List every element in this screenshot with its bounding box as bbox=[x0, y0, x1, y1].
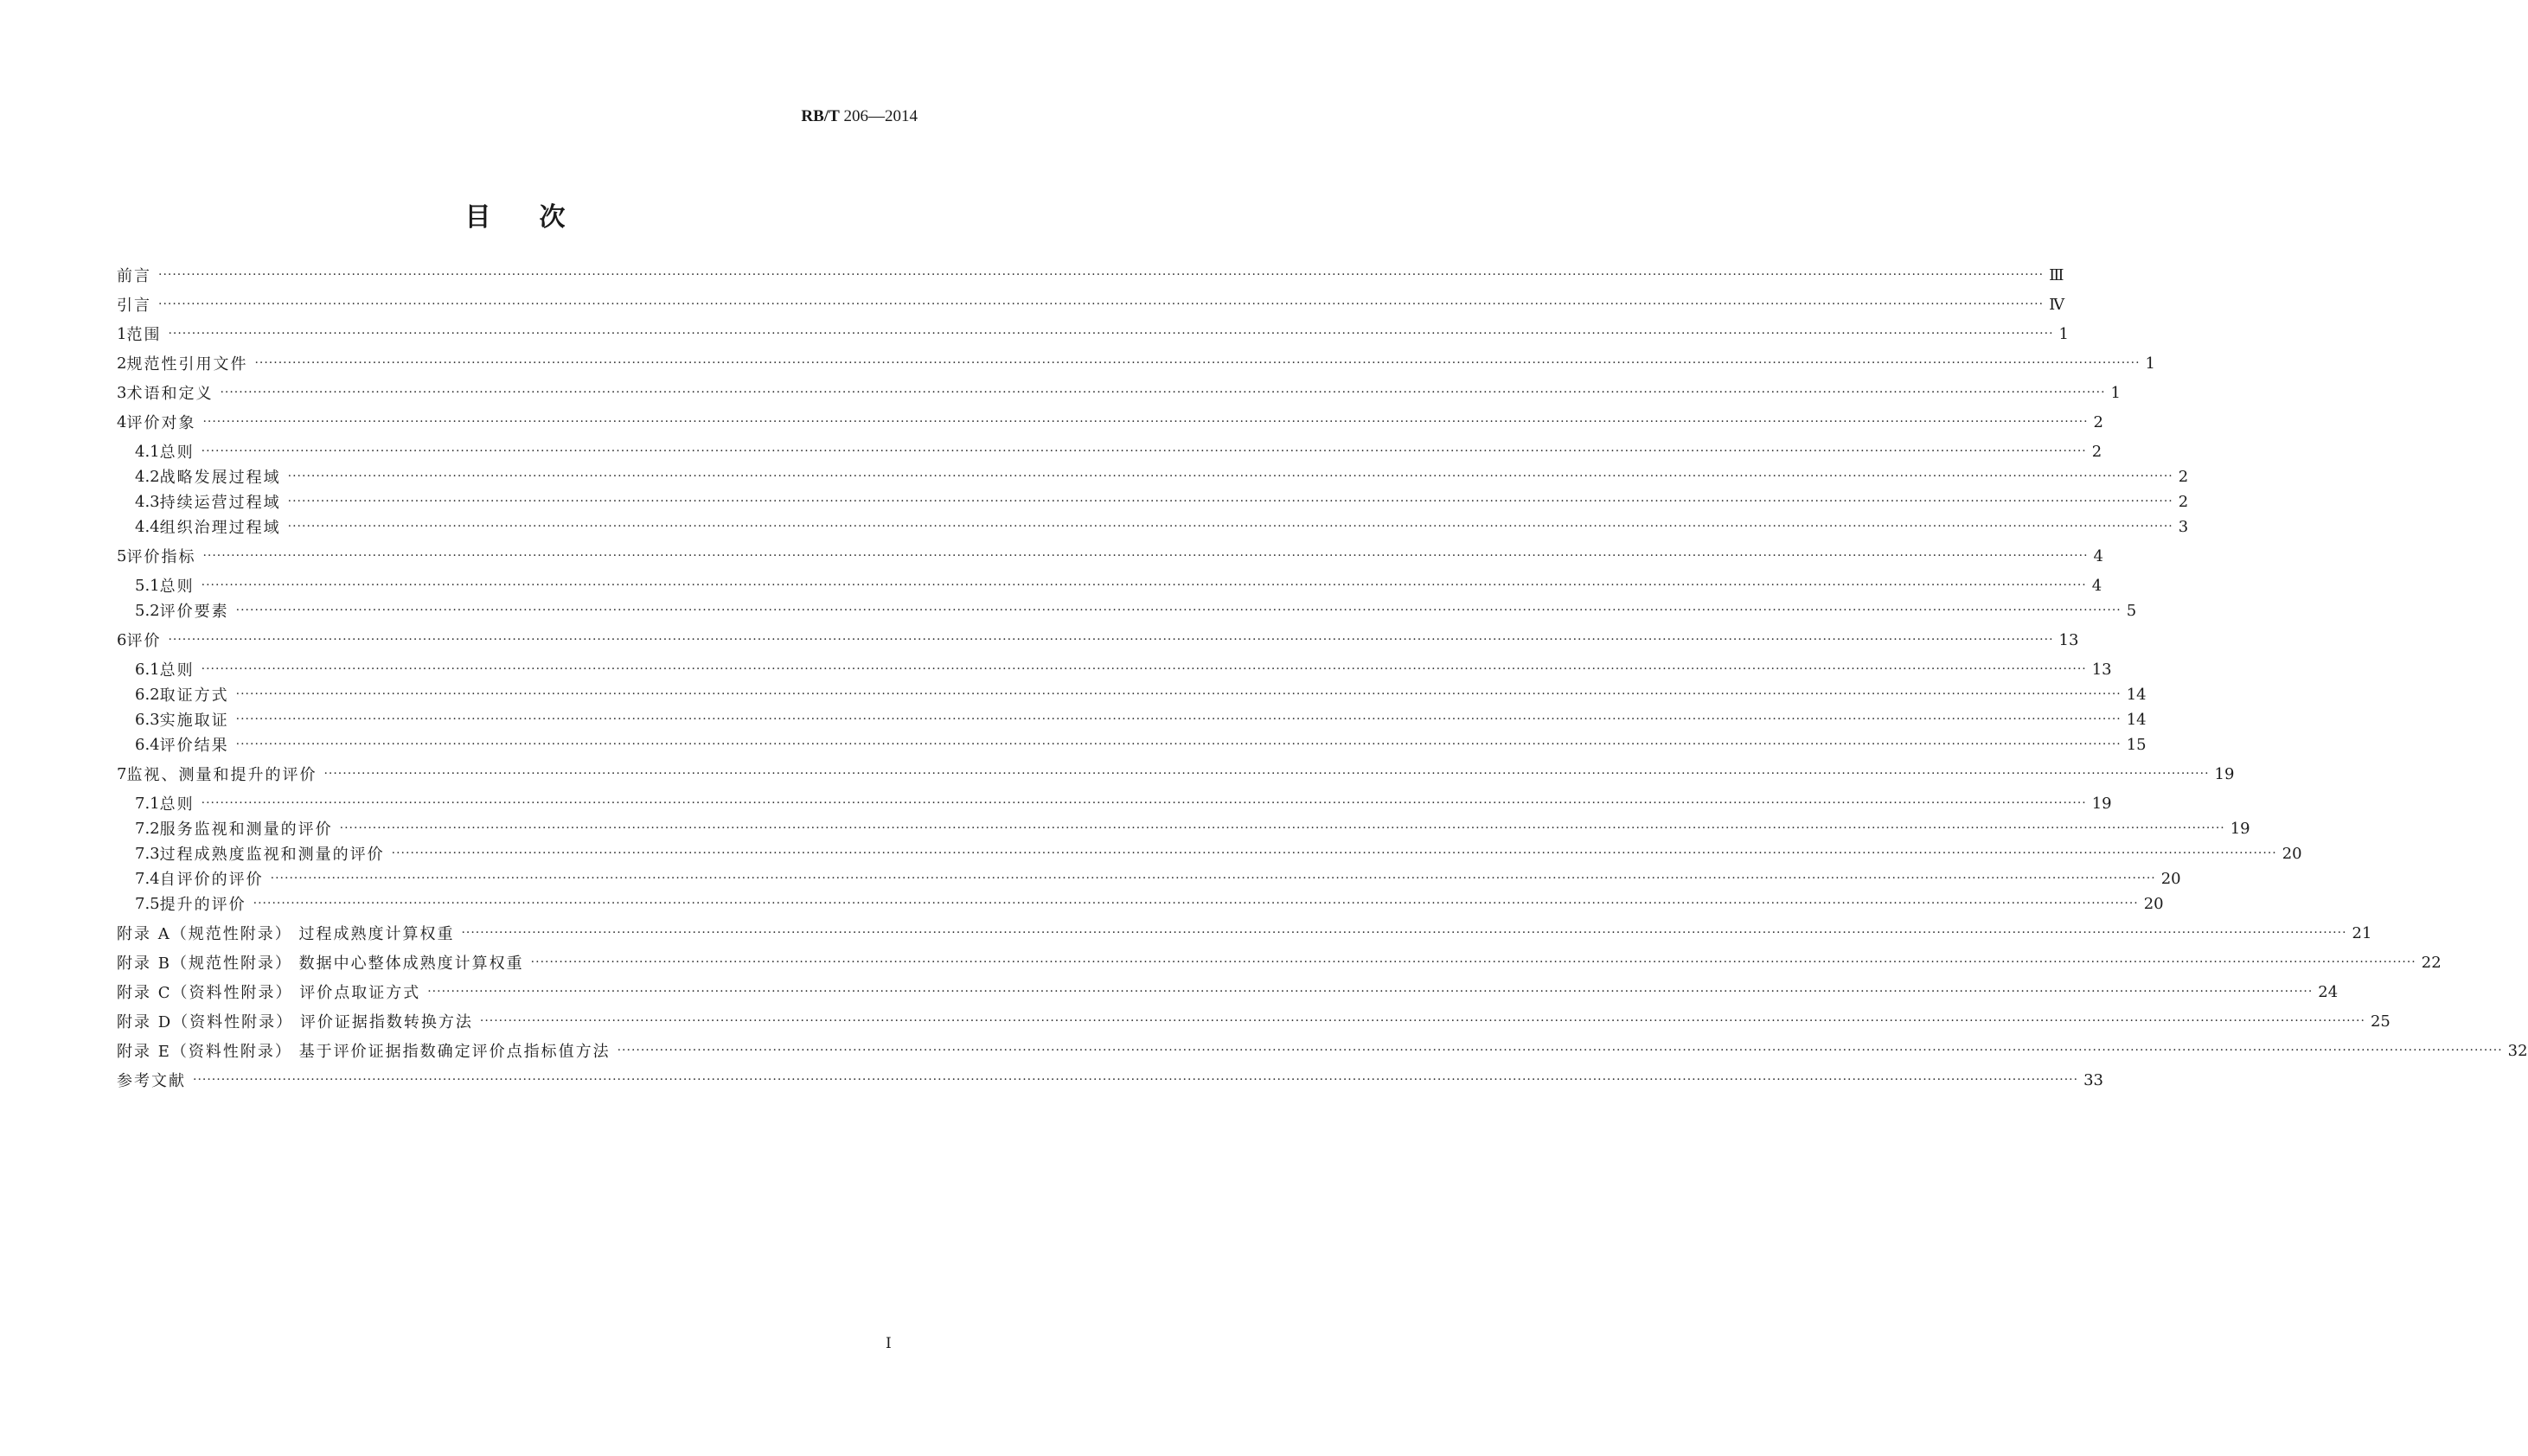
toc-entry-page: 2 bbox=[2178, 467, 2189, 486]
toc-entry-page: 13 bbox=[2058, 630, 2079, 649]
toc-entry[interactable] bbox=[117, 922, 2372, 944]
toc-entry-number: 7.2 bbox=[135, 819, 160, 838]
toc-entry-page: 2 bbox=[2091, 442, 2102, 461]
toc-entry-page: 32 bbox=[2507, 1041, 2528, 1060]
toc-entry-label: 监视、测量和提升的评价 bbox=[126, 766, 317, 784]
toc-entry[interactable] bbox=[117, 733, 2147, 756]
toc-leader-dots: ················································································································································································································································································································································································································ bbox=[617, 1044, 2503, 1057]
toc-entry[interactable] bbox=[117, 381, 2121, 404]
toc-entry-page: 3 bbox=[2178, 517, 2189, 536]
toc-entry-page: Ⅲ bbox=[2049, 265, 2064, 284]
toc-entry-label: 总则 bbox=[159, 795, 195, 814]
toc-leader-dots: ················································································································································································································································································································································································································ bbox=[479, 1014, 2365, 1028]
toc-leader-dots: ················································································································································································································································································································································································································ bbox=[530, 955, 2416, 969]
toc-entry-page: 14 bbox=[2126, 685, 2147, 704]
toc-entry-page: 4 bbox=[2091, 576, 2102, 595]
toc-entry-page: 24 bbox=[2318, 982, 2339, 1001]
toc-leader-dots: ················································································································································································································································································································································································································ bbox=[235, 712, 2122, 726]
toc-leader-dots: ················································································································································································································································································································································································································ bbox=[427, 985, 2314, 999]
toc-leader-dots: ················································································································································································································································································································································································································ bbox=[287, 520, 2173, 533]
toc-leader-dots: ················································································································································································································································································································································································································ bbox=[201, 796, 2087, 810]
toc-entry-label: 范围 bbox=[126, 326, 162, 344]
toc-entry-page: 19 bbox=[2214, 764, 2235, 783]
toc-entry[interactable] bbox=[117, 658, 2112, 680]
toc-entry[interactable] bbox=[117, 352, 2155, 374]
toc-entry[interactable] bbox=[117, 515, 2189, 538]
toc-leader-dots: ················································································································································································································································································································································································································ bbox=[201, 662, 2087, 676]
toc-entry-page: 1 bbox=[2110, 383, 2121, 402]
toc-entry[interactable] bbox=[117, 763, 2235, 785]
toc-entry-number: 5.1 bbox=[135, 576, 160, 595]
document-code-prefix: RB/T bbox=[801, 107, 840, 125]
toc-entry-number: 7.3 bbox=[135, 844, 160, 863]
toc-entry-number: 6 bbox=[117, 630, 127, 649]
toc-leader-dots: ················································································································································································································································································································································································································ bbox=[202, 415, 2089, 429]
toc-entry-number: 6.1 bbox=[135, 660, 160, 679]
toc-entry[interactable] bbox=[117, 892, 2164, 915]
toc-entry-number: 4 bbox=[117, 412, 127, 431]
toc-entry[interactable] bbox=[117, 842, 2302, 865]
toc-leader-dots: ················································································································································································································································································································································································································ bbox=[202, 549, 2089, 563]
toc-entry[interactable] bbox=[117, 293, 2065, 316]
toc-entry-label: 总则 bbox=[159, 578, 195, 596]
toc-entry[interactable] bbox=[117, 599, 2137, 622]
toc-entry-label: 引言 bbox=[117, 297, 151, 315]
toc-entry-number: 2 bbox=[117, 354, 127, 373]
toc-leader-dots: ················································································································································································································································································································································································································ bbox=[235, 687, 2122, 701]
toc-entry-page: 15 bbox=[2126, 735, 2147, 754]
toc-entry-number: 7.1 bbox=[135, 794, 160, 813]
toc-leader-dots: ················································································································································································································································································································································································································ bbox=[235, 603, 2122, 617]
toc-entry-label: 参考文献 bbox=[117, 1072, 186, 1090]
toc-entry[interactable] bbox=[117, 545, 2103, 567]
toc-entry-number: 1 bbox=[117, 324, 127, 343]
toc-entry[interactable] bbox=[117, 1039, 2528, 1062]
toc-entry-label: 总则 bbox=[159, 444, 195, 462]
toc-entry-page: 19 bbox=[2230, 819, 2250, 838]
toc-entry-label: 附录 D（资料性附录） 评价证据指数转换方法 bbox=[117, 1013, 473, 1031]
toc-entry-number: 3 bbox=[117, 383, 127, 402]
toc-entry-page: 4 bbox=[2093, 546, 2103, 565]
toc-leader-dots: ················································································································································································································································································································································································································ bbox=[201, 444, 2087, 458]
toc-entry[interactable] bbox=[117, 440, 2102, 463]
toc-entry-page: 19 bbox=[2091, 794, 2112, 813]
document-code bbox=[801, 107, 918, 126]
toc-entry[interactable] bbox=[117, 708, 2147, 731]
toc-entry[interactable] bbox=[117, 1069, 2103, 1091]
toc-leader-dots: ················································································································································································································································································································································································································ bbox=[201, 578, 2087, 592]
toc-leader-dots: ················································································································································································································································································································································································································ bbox=[253, 897, 2139, 910]
toc-leader-dots: ················································································································································································································································································································································································································ bbox=[235, 738, 2122, 751]
toc-entry-label: 规范性引用文件 bbox=[126, 355, 248, 374]
toc-leader-dots: ················································································································································································································································································································································································································ bbox=[461, 926, 2347, 940]
toc-entry[interactable] bbox=[117, 867, 2181, 890]
toc-entry-number: 6.4 bbox=[135, 735, 160, 754]
toc-entry-number: 4.3 bbox=[135, 492, 160, 511]
toc-leader-dots: ················································································································································································································································································································································································································ bbox=[254, 356, 2141, 370]
toc-entry[interactable] bbox=[117, 264, 2064, 286]
toc-entry-page: 33 bbox=[2083, 1070, 2103, 1089]
toc-leader-dots: ················································································································································································································································································································································································································ bbox=[168, 327, 2054, 341]
toc-entry[interactable] bbox=[117, 683, 2147, 706]
toc-entry-label: 持续运营过程域 bbox=[159, 494, 281, 512]
toc-entry-number: 7 bbox=[117, 764, 127, 783]
toc-entry[interactable] bbox=[117, 792, 2112, 814]
toc-leader-dots: ················································································································································································································································································································································································································ bbox=[270, 872, 2156, 885]
toc-entry-number: 5 bbox=[117, 546, 127, 565]
toc-entry-label: 评价结果 bbox=[159, 737, 229, 755]
toc-entry-label: 过程成熟度监视和测量的评价 bbox=[159, 846, 385, 864]
toc-entry-label: 自评价的评价 bbox=[159, 871, 264, 889]
toc-entry-label: 附录 C（资料性附录） 评价点取证方式 bbox=[117, 984, 421, 1002]
toc-entry-number: 6.3 bbox=[135, 710, 160, 729]
toc-entry[interactable] bbox=[117, 411, 2103, 433]
toc-leader-dots: ················································································································································································································································································································································································································ bbox=[339, 821, 2225, 835]
toc-entry-number: 4.1 bbox=[135, 442, 160, 461]
toc-entry-label: 附录 A（规范性附录） 过程成熟度计算权重 bbox=[117, 925, 455, 943]
toc-entry[interactable] bbox=[117, 574, 2102, 597]
toc-entry[interactable] bbox=[117, 322, 2069, 345]
toc-leader-dots: ················································································································································································································································································································································································································ bbox=[220, 386, 2106, 399]
toc-entry[interactable] bbox=[117, 980, 2339, 1003]
toc-entry-number: 4.2 bbox=[135, 467, 160, 486]
toc-leader-dots: ················································································································································································································································································································································································································ bbox=[287, 495, 2173, 508]
page-title: 目次 bbox=[464, 202, 614, 233]
toc-entry[interactable] bbox=[117, 951, 2442, 974]
toc-leader-dots: ················································································································································································································································································································································································································ bbox=[158, 268, 2045, 282]
toc-entry-page: 20 bbox=[2143, 894, 2164, 913]
toc-entry-label: 前言 bbox=[117, 267, 151, 285]
toc-entry-page: 14 bbox=[2126, 710, 2147, 729]
toc-entry-page: 1 bbox=[2058, 324, 2069, 343]
document-code-number: 206—2014 bbox=[843, 107, 918, 125]
toc-entry[interactable] bbox=[117, 1010, 2390, 1032]
toc-entry-page: 2 bbox=[2093, 412, 2103, 431]
toc-entry-page: 21 bbox=[2352, 923, 2372, 942]
toc-entry[interactable] bbox=[117, 629, 2079, 651]
toc-entry-page: 20 bbox=[2282, 844, 2302, 863]
toc-entry-number: 5.2 bbox=[135, 601, 160, 620]
toc-entry-page: 1 bbox=[2145, 354, 2155, 373]
toc-entry-page: 22 bbox=[2421, 953, 2442, 972]
toc-leader-dots: ················································································································································································································································································································································································································ bbox=[168, 633, 2054, 647]
toc-leader-dots: ················································································································································································································································································································································································································ bbox=[287, 469, 2173, 483]
toc-entry-label: 评价对象 bbox=[126, 414, 196, 432]
toc-entry-page: 2 bbox=[2178, 492, 2189, 511]
toc-entry-label: 提升的评价 bbox=[159, 896, 246, 914]
toc-entry[interactable] bbox=[117, 465, 2189, 488]
toc-entry[interactable] bbox=[117, 490, 2189, 513]
footer-page-number: I bbox=[886, 1335, 892, 1352]
toc-entry-label: 战略发展过程域 bbox=[159, 469, 281, 487]
toc-entry-label: 组织治理过程域 bbox=[159, 519, 281, 537]
toc-entry-number: 7.5 bbox=[135, 894, 160, 913]
toc-entry-page: 25 bbox=[2370, 1012, 2390, 1031]
toc-entry-number: 6.2 bbox=[135, 685, 160, 704]
toc-entry-label: 实施取证 bbox=[159, 712, 229, 730]
toc-entry-page: 13 bbox=[2091, 660, 2112, 679]
toc-entry-label: 附录 B（规范性附录） 数据中心整体成熟度计算权重 bbox=[117, 955, 524, 973]
toc-leader-dots: ················································································································································································································································································································································································································ bbox=[193, 1073, 2079, 1087]
toc-entry[interactable] bbox=[117, 817, 2250, 840]
toc-entry-label: 取证方式 bbox=[159, 686, 229, 705]
toc-leader-dots: ················································································································································································································································································································································································································ bbox=[158, 297, 2045, 311]
toc-entry-number: 7.4 bbox=[135, 869, 160, 888]
toc-entry-label: 评价要素 bbox=[159, 603, 229, 621]
toc-entry-label: 服务监视和测量的评价 bbox=[159, 821, 333, 839]
toc-entry-label: 评价指标 bbox=[126, 548, 196, 566]
toc-entry-page: 20 bbox=[2160, 869, 2181, 888]
toc-entry-label: 术语和定义 bbox=[126, 385, 214, 403]
toc-leader-dots: ················································································································································································································································································································································································································ bbox=[391, 846, 2277, 860]
toc-entry-label: 总则 bbox=[159, 661, 195, 680]
toc-entry-label: 评价 bbox=[126, 632, 162, 650]
toc-entry-page: Ⅳ bbox=[2049, 295, 2065, 314]
toc-entry-number: 4.4 bbox=[135, 517, 160, 536]
toc-leader-dots: ················································································································································································································································································································································································································ bbox=[323, 767, 2210, 781]
toc-entry-page: 5 bbox=[2126, 601, 2137, 620]
toc-entry-label: 附录 E（资料性附录） 基于评价证据指数确定评价点指标值方法 bbox=[117, 1043, 611, 1061]
